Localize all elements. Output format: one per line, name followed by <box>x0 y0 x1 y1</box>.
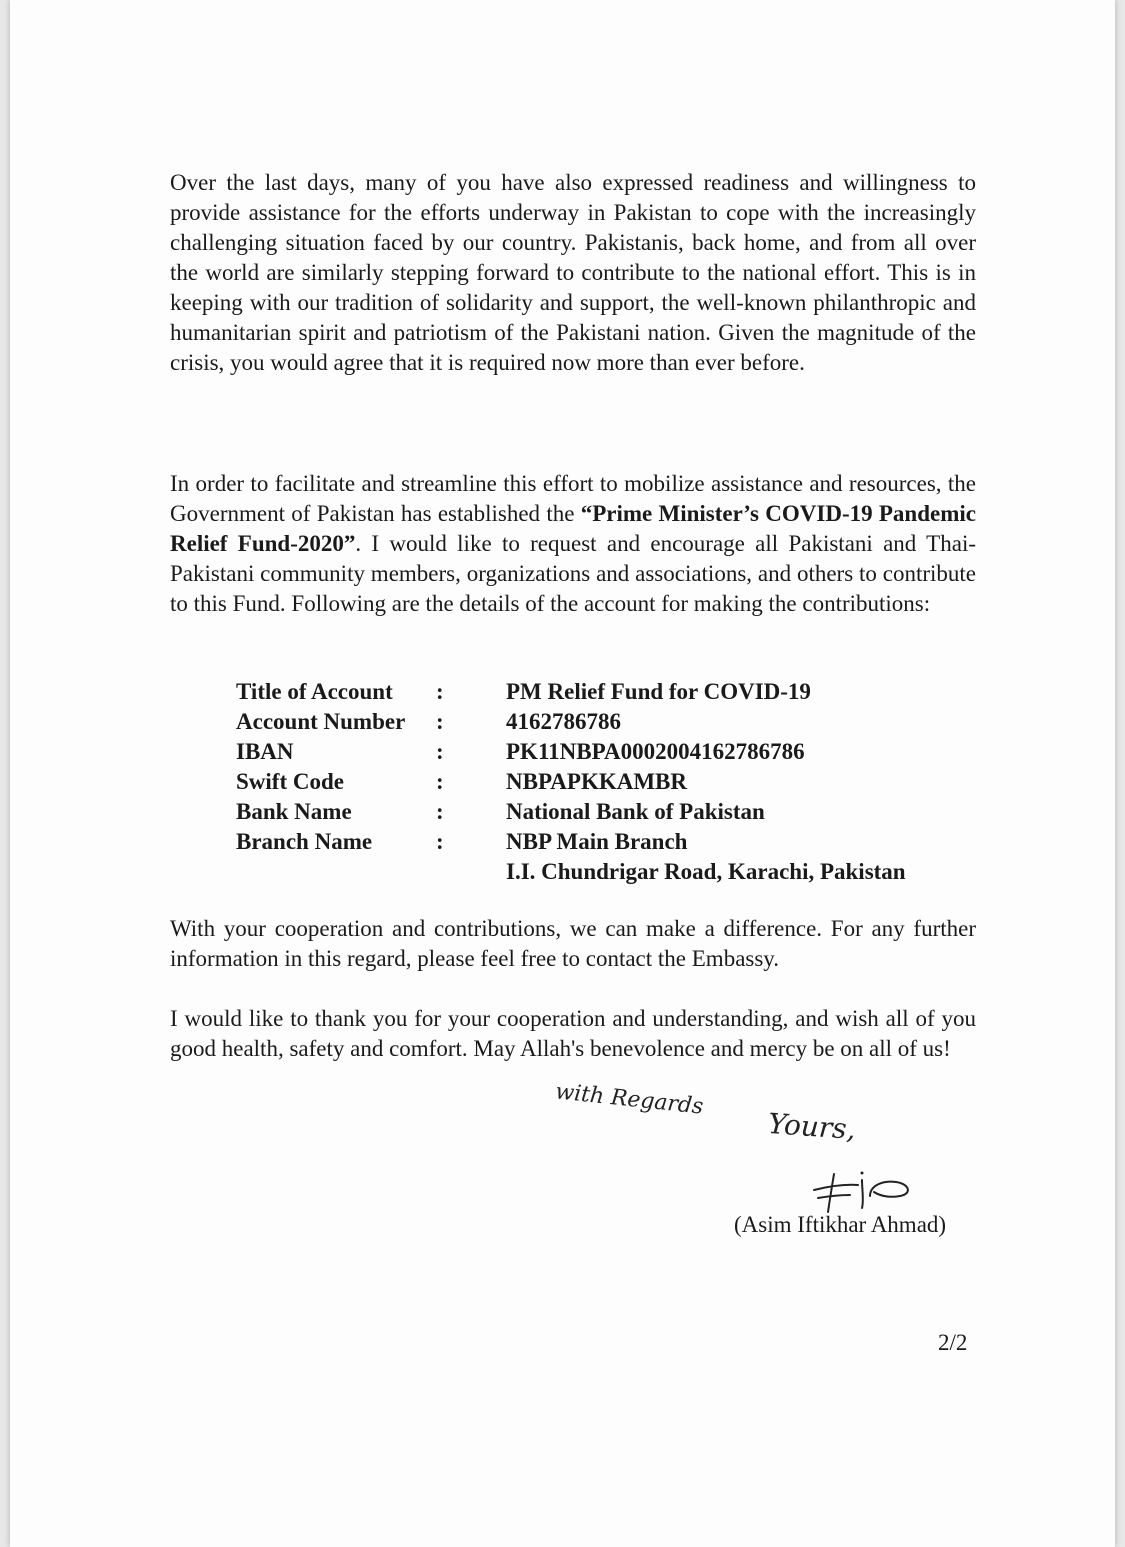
account-label: Account Number <box>236 709 406 734</box>
paragraph-2-intro: In order to facilitate and streamline this effort to mobilize assistance and resources, the Government of Pakistan has established the <box>170 471 976 526</box>
account-separator: : <box>436 709 444 734</box>
handwritten-regards-note: with Regards <box>554 1079 705 1120</box>
account-value: NBPAPKKAMBR <box>506 769 688 794</box>
account-separator: : <box>436 739 444 764</box>
account-value: 4162786786 <box>506 709 621 734</box>
account-row-branch <box>236 827 906 857</box>
letter-page <box>10 0 1115 1547</box>
account-row-number <box>236 707 906 737</box>
account-row-bank <box>236 797 906 827</box>
account-separator: : <box>436 679 444 704</box>
account-row-swift <box>236 767 906 797</box>
signatory-name: (Asim Iftikhar Ahmad) <box>734 1212 947 1237</box>
body-paragraph-4: I would like to thank you for your cooperation and understanding, and wish all of you good health, safety and comfort. May Allah's benevolence and mercy be on all of us! <box>170 1006 976 1061</box>
body-paragraph-1: Over the last days, many of you have also expressed readiness and willingness to provide assistance for the efforts underway in Pakistan to cope with the increasingly challenging situation faced by our country. Pakistanis, back home, and from all over the world are similarly stepping forward to contribute to the national effort. This is in keeping with our tradition of solidarity and support, the well-known philanthropic and humanitarian spirit and patriotism of the Pakistani nation. Given the magnitude of the crisis, you would agree that it is required now more than ever before. <box>170 170 976 375</box>
account-value: PK11NBPA0002004162786786 <box>506 739 805 764</box>
page-number: 2/2 <box>938 1330 968 1355</box>
account-value: National Bank of Pakistan <box>506 799 765 824</box>
account-label: Title of Account <box>236 679 393 704</box>
account-label: Swift Code <box>236 769 344 794</box>
account-label: Branch Name <box>236 829 373 854</box>
account-details-table <box>236 677 906 887</box>
account-label: IBAN <box>236 739 294 764</box>
paragraph-2-request: . I would like to request and encourage all Pakistani and Thai-Pakistani community members, organizations and associations, and others to contribute to this Fund. Following are the details of the account for making the contributions: <box>170 531 976 616</box>
handwritten-closing: Yours, <box>766 1106 857 1147</box>
account-value: NBP Main Branch <box>506 829 688 854</box>
body-paragraph-3: With your cooperation and contributions, we can make a difference. For any further information in this regard, please feel free to contact the Embassy. <box>170 916 976 971</box>
account-row-iban <box>236 737 906 767</box>
account-label: Bank Name <box>236 799 352 824</box>
account-separator: : <box>436 769 444 794</box>
account-value: PM Relief Fund for COVID-19 <box>506 679 811 704</box>
body-paragraph-2 <box>170 469 976 619</box>
account-row-branch-address <box>236 857 906 887</box>
account-separator: : <box>436 829 444 854</box>
account-value: I.I. Chundrigar Road, Karachi, Pakistan <box>506 859 906 884</box>
account-separator: : <box>436 799 444 824</box>
account-row-title <box>236 677 906 707</box>
signature-mark <box>800 1168 920 1216</box>
relief-fund-name: “Prime Minister’s COVID-19 Pandemic Relief Fund-2020” <box>170 501 976 556</box>
